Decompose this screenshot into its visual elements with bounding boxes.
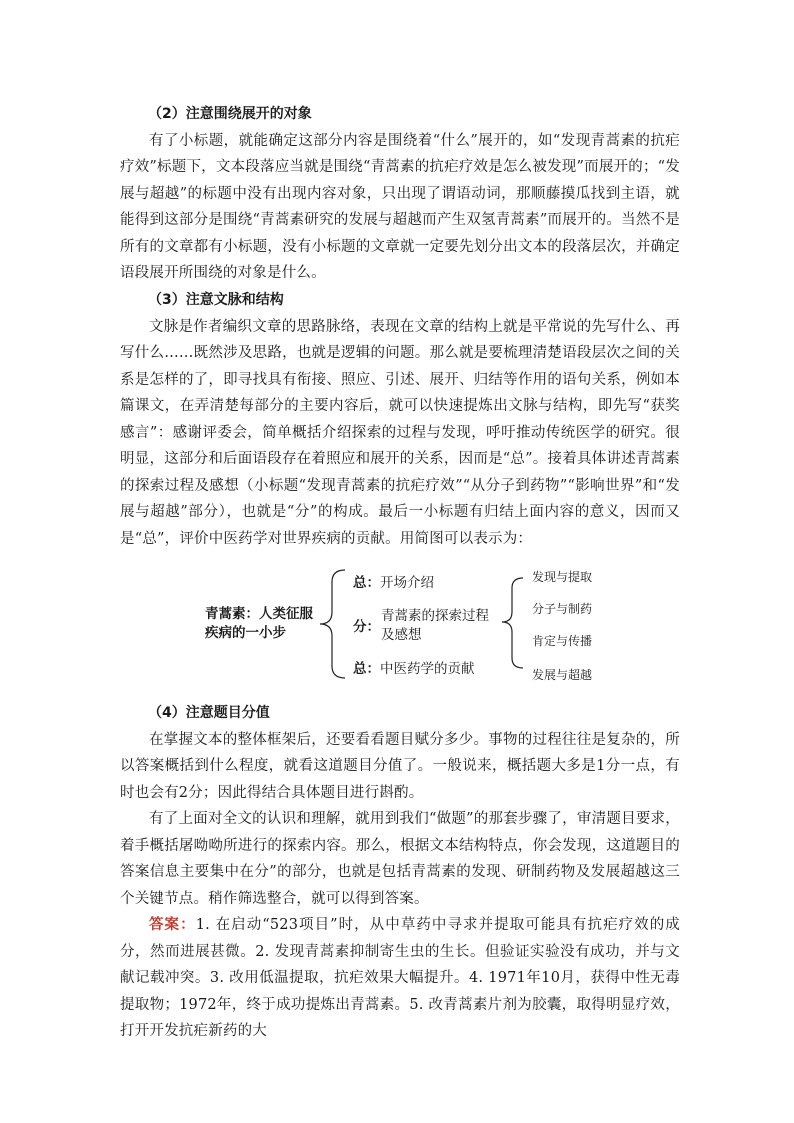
section-2-paragraph: 有了小标题，就能确定这部分内容是围绕着“什么”展开的，如“发现青蒿素的抗疟疗效”标题下，文本段落应当就是围绕“青蒿素的抗疟疗效是怎么被发现”而展开的；“发展与超越”的标题中没有出现内容对象，只出现了谓语动词，那顺藤摸瓜找到主语，就能得到这部分是围绕“青蒿素研究的发展与超越而产生双氢青蒿素”而展开的。当然不是所有的文章都有小标题，没有小标题的文章就一定要先划分出文本的段落层次，并确定语段展开所围绕的对象是什么。 (120, 132, 680, 281)
answer-text: 1. 在启动“523项目”时，从中草药中寻求并提取可能具有抗疟疗效的成分，然而进展甚微。2. 发现青蒿素抑制寄生虫的生长。但验证实验没有成功，并与文献记载冲突。3. 改用低温提取，抗疟效果大幅提升。4. 1971年10月，获得中性无毒提取物；1972年，终于成功提炼出青蒿素。5. 改青蒿素片剂为胶囊，取得明显疗效，打开开发抗疟新药的大 (120, 917, 680, 1039)
structure-diagram (120, 560, 680, 690)
section-4 (120, 700, 680, 1045)
diagram-total-2 (353, 657, 475, 677)
total-2-text: 中医药学的贡献 (380, 661, 475, 677)
section-3-heading: （3）注意文脉和结构 (148, 292, 284, 308)
section-4-paragraph-2: 有了上面对全文的认识和理解，就用到我们“做题”的那套步骤了，审清题目要求，着手概括屠呦呦所进行的探索内容。那么，根据文本结构特点，你会发现，这道题目的答案信息主要集中在分”的部分，也就是包括青蒿素的发现、研制药物及发展超越这三个关键节点。稍作筛选整合，就可以得到答案。 (120, 811, 680, 907)
diagram-root-line-1: 青蒿素：人类征服 (205, 606, 313, 622)
section-4-paragraph-1: 在掌握文本的整体框架后，还要看看题目赋分多少。事物的过程往往是复杂的，所以答案概括到什么程度，就看这道题目分值了。一般说来，概括题大多是1分一点，有时也会有2分；因此得结合具体题目进行斟酌。 (120, 731, 680, 801)
diagram-sub-2: 分子与制药 (532, 602, 593, 616)
split-text-line-1: 青蒿素的探索过程 (381, 608, 489, 624)
main-brace (320, 570, 345, 678)
section-3-paragraph: 文脉是作者编织文章的思路脉络，表现在文章的结构上就是平常说的先写什么、再写什么……既然涉及思路，也就是逻辑的问题。那么就是要梳理清楚语段层次之间的关系是怎样的了，即寻找具有衔接、照应、引述、展开、归结等作用的语句关系，例如本篇课文，在弄清楚每部分的主要内容后，就可以快速提炼出文脉与结构，即先写“获奖感言”：感谢评委会，简单概括介绍探索的过程与发现，呼吁推动传统医学的研究。很明显，这部分和后面语段存在着照应和展开的关系，因而是“总”。接着具体讲述青蒿素的探索过程及感想（小标题“发现青蒿素的抗疟疗效”“从分子到药物”“影响世界”和“发展与超越”部分），也就是“分”的构成。最后一小标题有归结上面内容的意义，因而又是“总”，评价中医药学对世界疾病的贡献。用简图可以表示为： (120, 318, 680, 547)
diagram-split-key: 分： (353, 619, 380, 635)
answer-label: 答案： (149, 916, 196, 933)
section-2 (120, 101, 680, 287)
answer-paragraph (120, 912, 680, 1045)
section-4-heading: （4）注意题目分值 (148, 705, 270, 721)
diagram-sub-3: 肯定与传播 (532, 634, 593, 648)
diagram-sub-1: 发现与提取 (532, 570, 593, 584)
diagram-root (205, 605, 313, 643)
total-2-key: 总： (353, 661, 380, 677)
diagram-total-1 (353, 571, 434, 591)
total-1-key: 总： (353, 575, 380, 591)
sub-brace (502, 578, 523, 668)
total-1-text: 开场介绍 (380, 575, 434, 591)
diagram-sub-4: 发展与超越 (532, 668, 593, 682)
section-2-heading: （2）注意围绕展开的对象 (148, 106, 312, 122)
split-text-line-2: 及感想 (381, 627, 422, 643)
diagram-root-line-2: 疾病的一小步 (205, 625, 286, 641)
section-3 (120, 287, 680, 552)
diagram-split-text (381, 607, 489, 645)
